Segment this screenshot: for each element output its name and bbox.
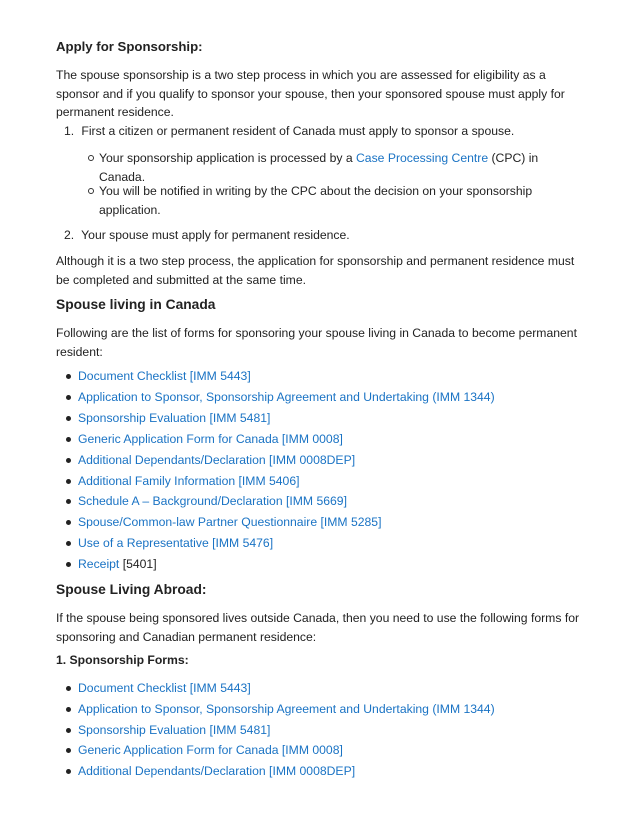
canada-form-additional-family-info [66, 472, 598, 491]
case-processing-centre-link[interactable]: Case Processing Centre [356, 151, 489, 165]
heading-sponsorship-forms: 1. Sponsorship Forms: [56, 653, 189, 667]
canada-form-link[interactable]: Application to Sponsor, Sponsorship Agreement and Undertaking (IMM 1344) [78, 390, 495, 404]
step-1-number: 1. [64, 124, 75, 138]
abroad-form-application-to-sponsor [66, 700, 598, 719]
intro-paragraph: The spouse sponsorship is a two step process in which you are assessed for eligibility as a sponsor and if you qualify to sponsor your spouse, then your sponsored spouse must apply for permanent residence. [56, 68, 565, 119]
canada-form-link[interactable]: Sponsorship Evaluation [IMM 5481] [78, 411, 271, 425]
canada-form-receipt [66, 555, 598, 574]
sub-step-notification: You will be notified in writing by the CPC about the decision on your sponsorship application. [88, 182, 549, 219]
abroad-form-link[interactable]: Sponsorship Evaluation [IMM 5481] [78, 723, 271, 737]
canada-form-link[interactable]: Additional Dependants/Declaration [IMM 0008DEP] [78, 453, 356, 467]
canada-form-link[interactable]: Spouse/Common-law Partner Questionnaire [IMM 5285] [78, 515, 382, 529]
canada-form-document-checklist [66, 367, 598, 386]
abroad-form-link[interactable]: Document Checklist [IMM 5443] [78, 681, 251, 695]
canada-form-link[interactable]: Generic Application Form for Canada [IMM 0008] [78, 432, 343, 446]
canada-form-generic-application [66, 430, 598, 449]
abroad-form-additional-dependants [66, 762, 598, 781]
step-2-text: Your spouse must apply for permanent residence. [81, 228, 350, 242]
receipt-code: [5401] [119, 557, 157, 571]
canada-form-use-of-representative [66, 534, 598, 553]
receipt-link[interactable]: Receipt [78, 557, 120, 571]
heading-spouse-living-abroad: Spouse Living Abroad: [56, 582, 207, 597]
note-paragraph: Although it is a two step process, the application for sponsorship and permanent residence must be completed and submitted at the same time. [56, 254, 575, 287]
sub-step-cpc-text-before: Your sponsorship application is processed by a [99, 151, 356, 165]
abroad-form-sponsorship-evaluation [66, 721, 598, 740]
canada-form-additional-dependants [66, 451, 598, 470]
step-1 [64, 122, 584, 141]
canada-form-link[interactable]: Document Checklist [IMM 5443] [78, 369, 251, 383]
abroad-form-document-checklist [66, 679, 598, 698]
canada-form-application-to-sponsor [66, 388, 598, 407]
canada-form-link[interactable]: Schedule A – Background/Declaration [IMM 5669] [78, 494, 347, 508]
canada-form-sponsorship-evaluation [66, 409, 598, 428]
abroad-form-link[interactable]: Additional Dependants/Declaration [IMM 0008DEP] [78, 764, 356, 778]
abroad-form-generic-application [66, 741, 598, 760]
canada-form-spouse-questionnaire [66, 513, 598, 532]
abroad-form-link[interactable]: Application to Sponsor, Sponsorship Agreement and Undertaking (IMM 1344) [78, 702, 495, 716]
canada-form-link[interactable]: Use of a Representative [IMM 5476] [78, 536, 274, 550]
abroad-form-link[interactable]: Generic Application Form for Canada [IMM 0008] [78, 743, 343, 757]
sub-step-cpc [88, 149, 549, 186]
step-1-text: First a citizen or permanent resident of Canada must apply to sponsor a spouse. [81, 124, 515, 138]
step-2 [64, 226, 584, 245]
sub-step-cpc-text-after: (CPC) in Canada. [99, 151, 539, 184]
abroad-intro-paragraph: If the spouse being sponsored lives outside Canada, then you need to use the following forms for sponsoring and Canadian permanent residence: [56, 611, 580, 644]
step-2-number: 2. [64, 228, 75, 242]
heading-spouse-living-in-canada: Spouse living in Canada [56, 297, 216, 312]
canada-form-schedule-a [66, 492, 598, 511]
canada-intro-paragraph: Following are the list of forms for sponsoring your spouse living in Canada to become permanent resident: [56, 326, 577, 359]
heading-apply-for-sponsorship: Apply for Sponsorship: [56, 39, 203, 54]
canada-form-link[interactable]: Additional Family Information [IMM 5406] [78, 474, 300, 488]
